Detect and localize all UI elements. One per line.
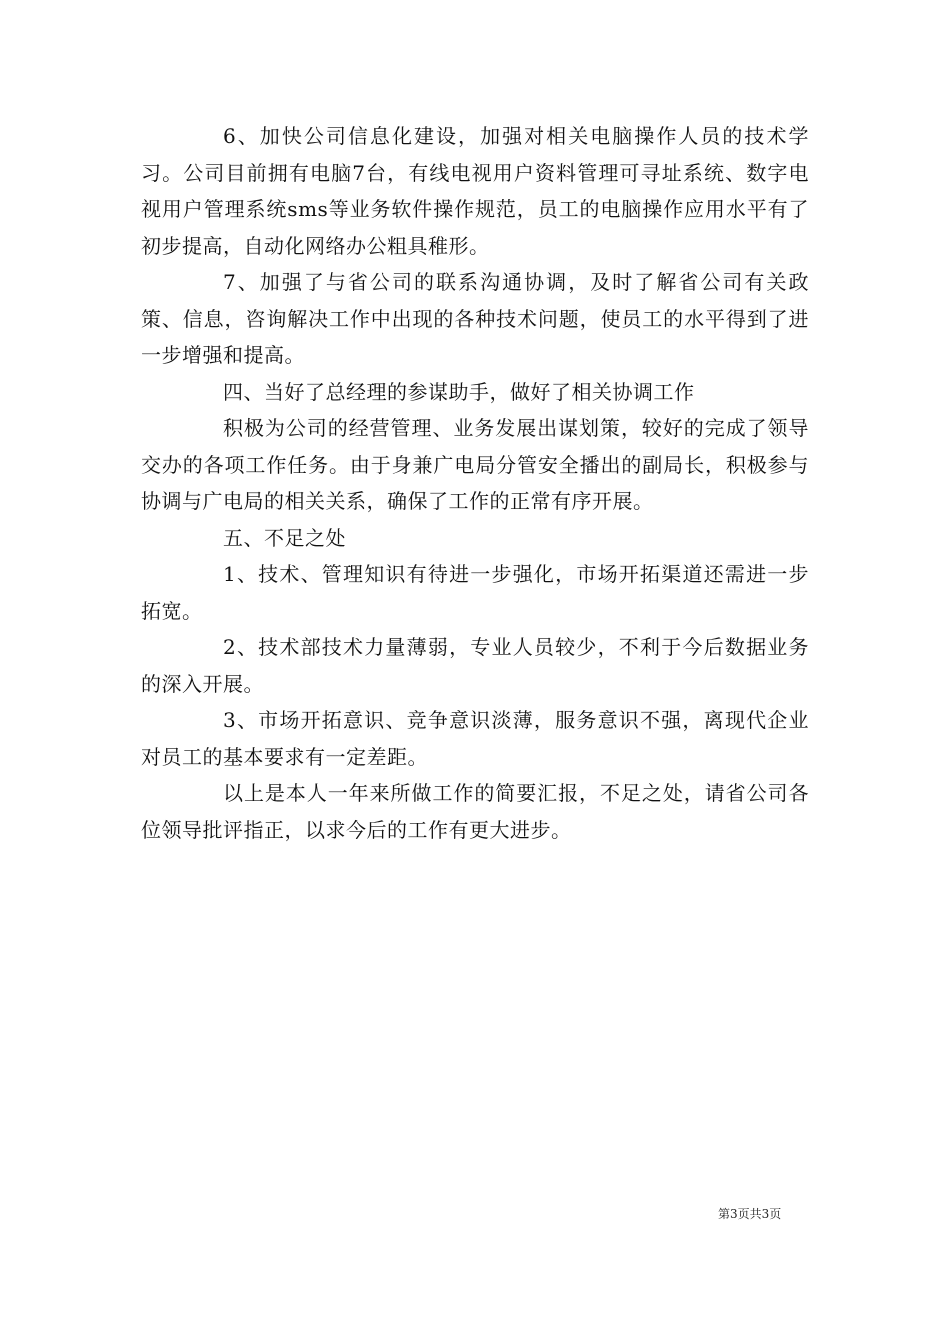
section-heading-4: 四、当好了总经理的参谋助手，做好了相关协调工作 bbox=[223, 379, 695, 404]
page-number-footer: 第3页共3页 bbox=[718, 1207, 782, 1221]
paragraph-section-4: 积极为公司的经营管理、业务发展出谋划策，较好的完成了领导交办的各项工作任务。由于身兼广电局分管安全播出的副局长，积极参与协调与广电局的相关关系，确保了工作的正常有序开展。 bbox=[141, 416, 809, 513]
paragraph-item-7: 7、加强了与省公司的联系沟通协调，及时了解省公司有关政策、信息，咨询解决工作中出现的各种技术问题，使员工的水平得到了进一步增强和提高。 bbox=[141, 270, 809, 367]
section-heading-5: 五、不足之处 bbox=[223, 525, 346, 550]
paragraph-shortcoming-1: 1、技术、管理知识有待进一步强化，市场开拓渠道还需进一步拓宽。 bbox=[141, 562, 809, 623]
paragraph-shortcoming-2: 2、技术部技术力量薄弱，专业人员较少，不利于今后数据业务的深入开展。 bbox=[141, 635, 809, 696]
paragraph-shortcoming-3: 3、市场开拓意识、竞争意识淡薄，服务意识不强，离现代企业对员工的基本要求有一定差距。 bbox=[141, 708, 809, 769]
paragraph-item-6: 6、加快公司信息化建设，加强对相关电脑操作人员的技术学习。公司目前拥有电脑7台，有线电视用户资料管理可寻址系统、数字电视用户管理系统sms等业务软件操作规范，员工的电脑操作应用水平有了初步提高，自动化网络办公粗具稚形。 bbox=[141, 124, 809, 258]
document-body bbox=[141, 118, 809, 848]
paragraph-conclusion: 以上是本人一年来所做工作的简要汇报，不足之处，请省公司各位领导批评指正，以求今后的工作有更大进步。 bbox=[141, 781, 809, 842]
